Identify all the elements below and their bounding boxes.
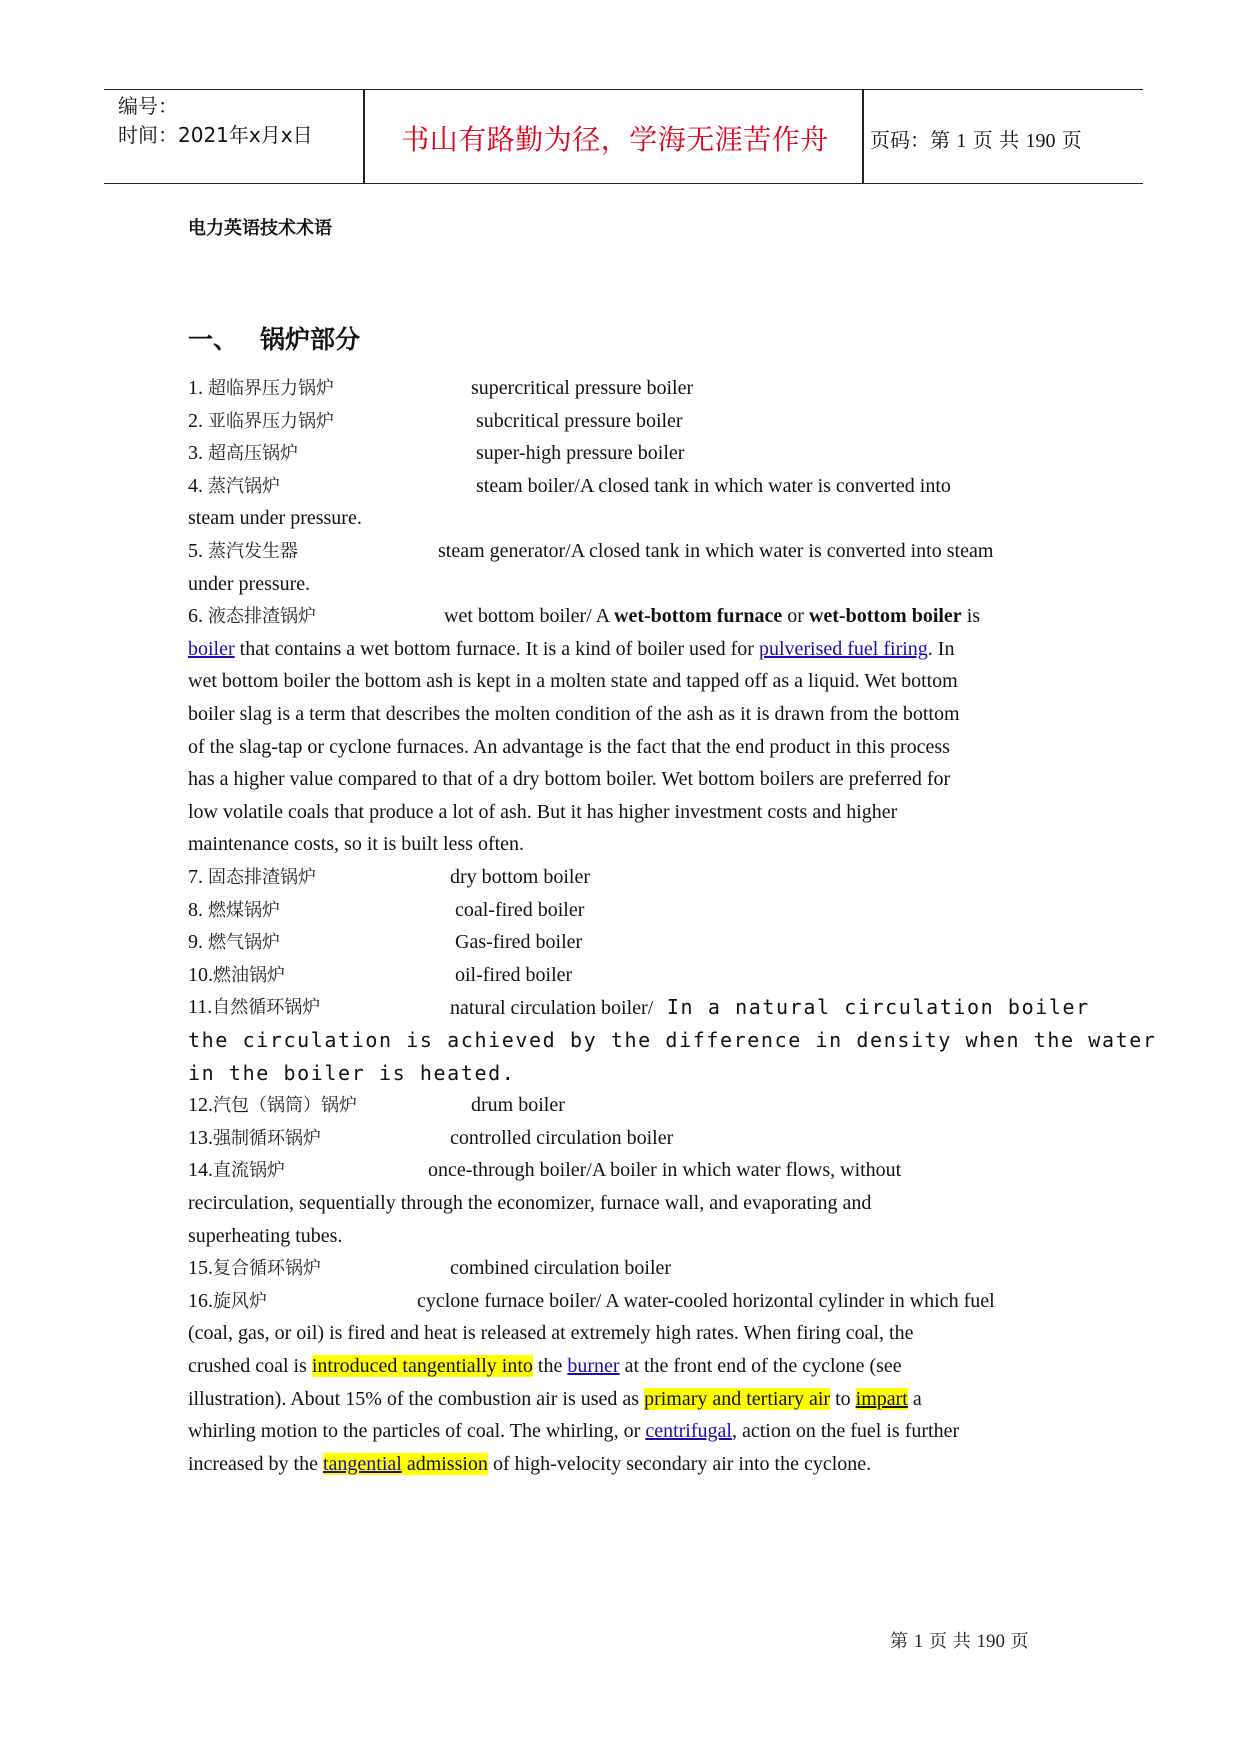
entry-index: 11.: [188, 996, 213, 1019]
entry-english-mono: In a natural circulation boiler: [653, 995, 1090, 1020]
entry-english-continued: whirling motion to the particles of coal. The whirling, or centrifugal, action on the fuel is further: [188, 1420, 960, 1443]
entry-english: coal-fired boiler: [455, 898, 585, 921]
entry-english-continued: increased by the tangential admission of high-velocity secondary air into the cyclone.: [188, 1452, 872, 1475]
entry-index: 3.: [188, 442, 203, 465]
entry-chinese: 直流锅炉: [213, 1160, 285, 1182]
entry-index: 2.: [188, 409, 203, 432]
term-entry: [188, 861, 1058, 894]
entry-index: 4.: [188, 474, 203, 497]
entry-chinese: 蒸汽锅炉: [208, 475, 280, 497]
header-page-indicator: [870, 124, 1082, 153]
entry-english: super-high pressure boiler: [476, 442, 685, 465]
boiler-link[interactable]: boiler: [188, 637, 235, 660]
term-entry: [188, 1252, 1058, 1285]
entry-chinese: 复合循环锅炉: [213, 1258, 321, 1280]
entry-chinese: 自然循环锅炉: [212, 997, 321, 1019]
entry-chinese: 液态排渣锅炉: [208, 606, 316, 628]
entry-english-continued: the circulation is achieved by the difference in density when the water: [188, 1027, 1157, 1052]
entry-english-continued: steam under pressure.: [188, 507, 362, 530]
entry-chinese: 固态排渣锅炉: [208, 866, 316, 888]
pulverised-fuel-firing-link[interactable]: pulverised fuel firing: [758, 637, 928, 660]
footer-suffix: 页: [1010, 1631, 1029, 1652]
entry-index: 13.: [188, 1126, 213, 1149]
page-footer: [890, 1627, 1029, 1653]
entry-english-continued: boiler that contains a wet bottom furnace. It is a kind of boiler used for pulverised fuel firing. In: [188, 637, 955, 660]
entry-index: 14.: [188, 1159, 213, 1182]
entry-chinese: 燃气锅炉: [208, 932, 280, 954]
entry-english: Gas-fired boiler: [455, 931, 583, 954]
entry-english: controlled circulation boiler: [450, 1126, 674, 1149]
entry-chinese: 汽包（锅筒）锅炉: [213, 1095, 357, 1117]
section-heading: [188, 320, 360, 356]
term-entry: [188, 372, 1058, 405]
footer-page-current: 1: [913, 1631, 924, 1652]
entry-english: once-through boiler/A boiler in which water flows, without: [428, 1159, 902, 1182]
entry-english-continued: has a higher value compared to that of a dry bottom boiler. Wet bottom boilers are preferred for: [188, 768, 951, 791]
entry-english: dry bottom boiler: [450, 865, 590, 888]
entry-chinese: 超高压锅炉: [208, 443, 298, 465]
entry-chinese: 亚临界压力锅炉: [208, 410, 334, 432]
entry-english-continued: under pressure.: [188, 572, 311, 595]
term-entry: [188, 894, 1058, 927]
entry-english-continued: low volatile coals that produce a lot of ash. But it has higher investment costs and higher: [188, 800, 898, 823]
header-page-total: 190: [1025, 130, 1056, 152]
entry-english: subcritical pressure boiler: [476, 409, 683, 432]
entry-english: natural circulation boiler/ In a natural circulation boiler: [450, 995, 1090, 1020]
term-list: [188, 372, 1157, 1480]
document-title: 电力英语技术术语: [188, 218, 332, 239]
footer-prefix: 第: [890, 1631, 908, 1652]
header-divider: [862, 90, 864, 183]
entry-chinese: 燃油锅炉: [213, 964, 285, 986]
entry-index: 7.: [188, 865, 203, 888]
centrifugal-link[interactable]: centrifugal: [645, 1420, 732, 1443]
highlighted-text: primary and tertiary air: [644, 1387, 831, 1410]
entry-index: 12.: [188, 1094, 213, 1117]
entry-english-continued: boiler slag is a term that describes the molten condition of the ash as it is drawn from the bottom: [188, 702, 960, 725]
bold-term: wet-bottom furnace: [614, 605, 783, 628]
section-number: 一、: [188, 325, 239, 354]
document-header: [104, 89, 1143, 184]
entry-english-continued: superheating tubes.: [188, 1224, 343, 1247]
term-entry: [188, 959, 1058, 992]
entry-english: combined circulation boiler: [450, 1257, 672, 1280]
entry-chinese: 强制循环锅炉: [213, 1127, 321, 1149]
term-entry: [188, 405, 1058, 438]
entry-index: 10.: [188, 963, 213, 986]
entry-english: steam generator/A closed tank in which water is converted into steam: [438, 539, 994, 562]
footer-page-total: 190: [976, 1631, 1005, 1652]
entry-chinese: 旋风炉: [213, 1290, 267, 1312]
entry-english: supercritical pressure boiler: [471, 377, 694, 399]
entry-english-continued: of the slag-tap or cyclone furnaces. An advantage is the fact that the end product in this process: [188, 735, 950, 758]
highlighted-text: admission: [401, 1452, 488, 1475]
entry-english-continued: in the boiler is heated.: [188, 1060, 516, 1085]
entry-english-continued: (coal, gas, or oil) is fired and heat is released at extremely high rates. When firing coal, the: [188, 1322, 914, 1345]
term-entry: [188, 535, 1058, 600]
term-entry: [188, 1285, 1058, 1481]
entry-index: 9.: [188, 931, 203, 954]
section-title: 锅炉部分: [260, 325, 361, 354]
header-divider: [363, 90, 365, 183]
entry-index: 5.: [188, 539, 203, 562]
entry-english: steam boiler/A closed tank in which water is converted into: [476, 474, 951, 497]
header-number-label: 编号：: [118, 94, 178, 118]
entry-english-continued: maintenance costs, so it is built less often.: [188, 833, 525, 856]
term-entry: [188, 1154, 1058, 1252]
burner-link[interactable]: burner: [567, 1354, 620, 1377]
entry-english-continued: illustration). About 15% of the combustion air is used as primary and tertiary air to impart a: [188, 1387, 922, 1410]
header-page-prefix: 页码：第: [870, 128, 950, 152]
entry-chinese: 蒸汽发生器: [208, 540, 298, 562]
entry-index: 1.: [188, 377, 203, 399]
term-entry: [188, 991, 1157, 1089]
highlighted-text: introduced tangentially into: [311, 1354, 533, 1377]
term-entry: [188, 437, 1058, 470]
term-entry: [188, 470, 1058, 535]
header-page-current: 1: [956, 130, 967, 152]
term-entry: [188, 1122, 1058, 1155]
entry-index: 6.: [188, 605, 203, 628]
entry-index: 16.: [188, 1289, 213, 1312]
entry-english-continued: wet bottom boiler the bottom ash is kept in a molten state and tapped off as a liquid. Wet bottom: [188, 670, 958, 693]
entry-index: 8.: [188, 898, 203, 921]
entry-chinese: 超临界压力锅炉: [208, 378, 334, 399]
entry-english: oil-fired boiler: [455, 963, 573, 986]
entry-index: 15.: [188, 1257, 213, 1280]
header-page-mid: 页 共: [972, 128, 1020, 152]
term-entry: [188, 600, 1058, 861]
impart-link[interactable]: impart: [855, 1387, 908, 1410]
entry-english: drum boiler: [471, 1094, 565, 1117]
header-page-suffix: 页: [1061, 128, 1082, 152]
entry-english-continued: crushed coal is introduced tangentially into the burner at the front end of the cyclone (see: [188, 1354, 902, 1377]
footer-mid: 页 共: [928, 1631, 971, 1652]
bold-term: wet-bottom boiler: [808, 605, 962, 628]
entry-english: cyclone furnace boiler/ A water-cooled horizontal cylinder in which fuel: [417, 1289, 995, 1312]
entry-english-continued: recirculation, sequentially through the economizer, furnace wall, and evaporating and: [188, 1191, 872, 1214]
entry-chinese: 燃煤锅炉: [208, 899, 280, 921]
header-meta: [118, 92, 313, 150]
term-entry: [188, 1089, 1058, 1122]
term-entry: [188, 926, 1058, 959]
tangential-link[interactable]: tangential: [322, 1452, 402, 1475]
entry-english: wet bottom boiler/ A wet-bottom furnace or wet-bottom boiler is: [444, 605, 981, 628]
header-time-label: 时间：2021年x月x日: [118, 123, 313, 147]
header-motto: 书山有路勤为径，学海无涯苦作舟: [401, 123, 829, 156]
